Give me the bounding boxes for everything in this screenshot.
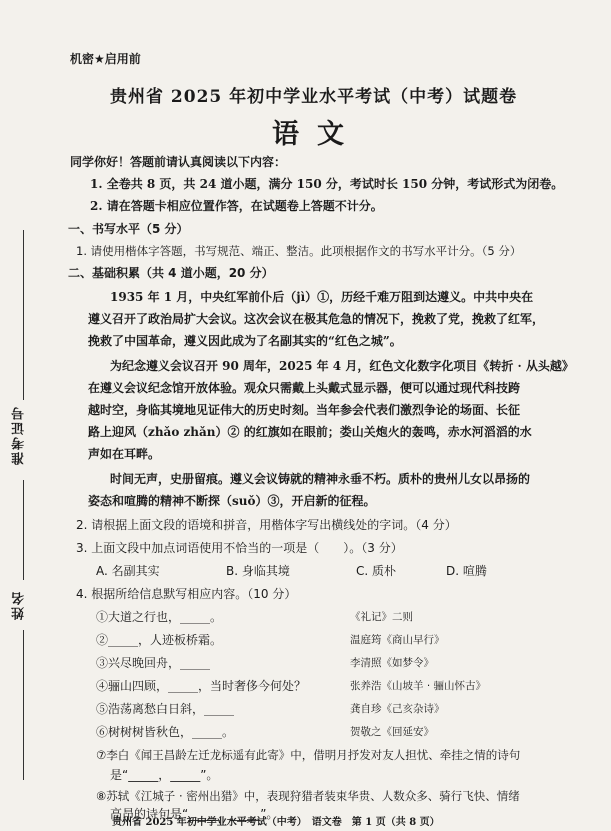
poem-source: 贺敬之《回延安》: [350, 726, 434, 738]
page-title: 贵州省 2025 年初中学业水平考试（中考）试题卷: [110, 87, 518, 107]
q3-option-d: D. 喧腾: [446, 564, 487, 578]
question-4: 4. 根据所给信息默写相应内容。（10 分）: [76, 587, 297, 601]
q3-option-b: B. 身临其境: [226, 564, 290, 578]
exam-id-label: 准考证号: [12, 405, 27, 465]
poem-question-8-blank: 高昂的诗句是“_____，_____”。: [110, 807, 279, 821]
poem-blank: ①大道之行也，_____。: [96, 610, 223, 624]
question-1: 1. 请使用楷体字答题，书写规范、端正、整洁。此项根据作文的书写水平计分。（5 分）: [76, 244, 522, 258]
secret-mark: 机密★启用前: [70, 52, 141, 66]
poem-question-7-blank: 是“_____，_____”。: [110, 768, 219, 782]
passage-line: 姿态和喧腾的精神不断探（suǒ）③，开启新的征程。: [88, 494, 376, 508]
passage-line: 为纪念遵义会议召开 90 周年，2025 年 4 月，红色文化数字化项目《转折 · 从头越》: [110, 359, 574, 373]
poem-blank: ②_____，人迹板桥霜。: [96, 633, 223, 647]
poem-source: 李清照《如梦令》: [350, 657, 434, 669]
passage-line: 声如在耳畔。: [88, 447, 161, 461]
subject-title: 语文: [272, 119, 362, 150]
poem-blank: ⑥树树树皆秋色，_____。: [96, 725, 235, 739]
margin-line: [23, 630, 24, 780]
passage-line: 时间无声，史册留痕。遵义会议铸就的精神永垂不朽。质朴的贵州儿女以昂扬的: [110, 472, 531, 486]
margin-line: [23, 230, 24, 400]
passage-line: 路上迎风（zhǎo zhǎn）② 的红旗如在眼前；娄山关炮火的轰鸣，赤水河滔滔的水: [88, 425, 532, 439]
poem-blank: ⑤浩荡离愁白日斜，_____: [96, 702, 235, 716]
instruction-item: 1. 全卷共 8 页，共 24 道小题，满分 150 分，考试时长 150 分钟，考试形式为闭卷。: [90, 177, 564, 191]
poem-source: 张养浩《山坡羊 · 骊山怀古》: [350, 680, 487, 692]
poem-source: 龚自珍《己亥杂诗》: [350, 703, 445, 715]
poem-question-8: ⑧苏轼《江城子 · 密州出猎》中，表现狩猎者装束华贵、人数众多、骑行飞快、情绪: [96, 789, 520, 803]
exam-id-blank: [23, 480, 24, 580]
passage-line: 挽救了中国革命，遵义因此成为了名副其实的“红色之城”。: [88, 334, 402, 348]
poem-source: 温庭筠《商山早行》: [350, 634, 445, 646]
binding-margin: [0, 0, 40, 831]
instructions-greeting: 同学你好！答题前请认真阅读以下内容：: [70, 155, 287, 169]
question-2: 2. 请根据上面文段的语境和拼音，用楷体字写出横线处的字词。（4 分）: [76, 518, 457, 532]
page-footer: 贵州省 2025 年初中学业水平考试（中考） 语文卷 第 1 页（共 8 页）: [112, 817, 440, 828]
name-label: 姓名: [12, 590, 27, 620]
q3-option-c: C. 质朴: [356, 564, 397, 578]
poem-source: 《礼记》二则: [350, 611, 413, 623]
section-heading: 一、书写水平（5 分）: [68, 222, 189, 236]
instruction-item: 2. 请在答题卡相应位置作答，在试题卷上答题不计分。: [90, 199, 383, 213]
poem-blank: ③兴尽晚回舟，_____: [96, 656, 211, 670]
passage-line: 遵义召开了政治局扩大会议。这次会议在极其危急的情况下，挽救了党，挽救了红军，: [88, 312, 545, 326]
question-3: 3. 上面文段中加点词语使用不恰当的一项是（ ）。（3 分）: [76, 541, 403, 555]
poem-blank: ④骊山四顾，_____，当时奢侈今何处？: [96, 679, 307, 693]
passage-line: 越时空，身临其境地见证伟大的历史时刻。当年参会代表们激烈争论的场面、长征: [88, 403, 521, 417]
passage-line: 在遵义会议纪念馆开放体验。观众只需戴上头戴式显示器，便可以通过现代科技跨: [88, 381, 521, 395]
section-heading: 二、基础积累（共 4 道小题，20 分）: [68, 266, 274, 280]
q3-option-a: A. 名副其实: [96, 564, 160, 578]
poem-question-7: ⑦李白《闻王昌龄左迁龙标遥有此寄》中，借明月抒发对友人担忧、牵挂之情的诗句: [96, 748, 521, 762]
passage-line: 1935 年 1 月，中央红军前仆后（jì）①，历经千难万阻到达遵义。中共中央在: [110, 290, 534, 304]
